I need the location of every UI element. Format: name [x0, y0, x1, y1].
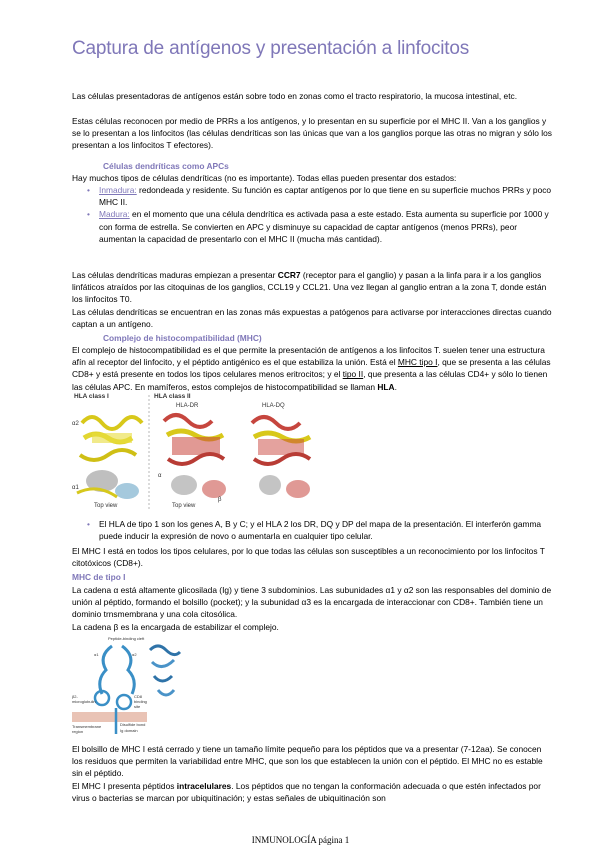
text-run: , que se presenta a las células CD8+ y está presente en todos los tipos celulares menos eritrocitos; y el	[72, 357, 551, 380]
text-bold: CCR7	[277, 270, 301, 280]
mhc-i-schematic	[72, 646, 147, 734]
fig-label-alpha1: α1	[94, 652, 99, 657]
subheading-dendritic-cells: Células dendríticas como APCs	[103, 161, 229, 171]
text-bold: intracelulares	[176, 781, 232, 791]
mhc-i-diagram-figure	[72, 636, 182, 736]
fig-label-alpha: α	[158, 473, 162, 479]
list-item	[72, 184, 552, 208]
hla-structure-figure	[72, 393, 332, 513]
text-underline: tipo II	[342, 369, 364, 380]
list-item-text: redondeada y residente. Su función es captar antígenos por lo que tiene en su superficie muchos PRRs y poco MHC II.	[99, 185, 552, 208]
list-item: • El HLA de tipo 1 son los genes A, B y C; y el HLA 2 los DR, DQ y DP del mapa de la presentación. El interferón gamma puede inducir la expresión de novo o aumentarla en cualquier tipo celular.	[72, 518, 552, 542]
hla-dq-structure	[252, 417, 310, 498]
fig-label-hla-dq: HLA-DQ	[262, 403, 285, 409]
paragraph-mhc-definition	[72, 344, 552, 393]
fig-label-hla-class-ii: HLA class II	[154, 393, 191, 400]
list-item-text: en el momento que una célula dendrítica es activada pasa a este estado. Esta aumenta su superficie por 1000 y con forma de estrella. Se convierten en APC y disminuye su capacidad de captar antígenos (menos PRRs), peor aumentan la capacidad de presentarlo con el MHC II (mucha más cantidad).	[99, 209, 549, 244]
text-bold: HLA	[377, 381, 395, 392]
fig-label-top-view-right: Top view	[172, 503, 196, 509]
list-item	[72, 208, 552, 245]
page-title: Captura de antígenos y presentación a linfocitos	[72, 38, 470, 59]
fig-label-peptide-cleft: Peptide-binding cleft	[108, 636, 145, 641]
fig-label-alpha1: α1	[72, 485, 79, 491]
text-run: .	[394, 381, 397, 392]
fig-label-transmembrane: Transmembrane region	[72, 724, 102, 734]
hla-class-i-structure	[77, 417, 142, 499]
paragraph-prr-recognition: Estas células reconocen por medio de PRRs a los antígenos, y lo presentan en su superficie por el MHC II. Van a los ganglios y se lo presentan a los linfocitos (las células dendríticas son las únicas que van a los ganglios porque las otras no migran y sólo los presentan a los linfocitos T efectores).	[72, 116, 552, 151]
list-item-label: Inmadura:	[99, 185, 137, 195]
fig-label-alpha2: α2	[72, 421, 79, 427]
mhc-i-ribbon	[150, 646, 180, 695]
hla-structure-illustration	[72, 393, 332, 513]
paragraph-alpha-chain: La cadena α está altamente glicosilada (Ig) y tiene 3 subdominios. Las subunidades α1 y α2 son las responsables del dominio de unión al péptido, formando el bolsillo (pocket); y la subunidad α3 es la encargada de interaccionar con CD8+. También tiene un dominio trnsmembrana y una cola citosólica.	[72, 585, 552, 620]
fig-label-beta: β	[218, 497, 222, 503]
paragraph-apc-location: Las células presentadoras de antígenos están sobre todo en zonas como el tracto respiratorio, la mucosa intestinal, etc.	[72, 91, 518, 101]
paragraph-intracellular	[72, 780, 552, 804]
fig-label-hla-class-i: HLA class I	[74, 393, 109, 400]
fig-label-alpha2: α2	[132, 652, 137, 657]
list-hla-genes	[72, 518, 552, 542]
text-underline: MHC tipo I	[397, 357, 438, 368]
fig-label-ig-domain: Ig domain	[120, 728, 138, 733]
mhc-i-diagram-illustration	[72, 636, 182, 736]
fig-label-top-view-left: Top view	[94, 503, 118, 509]
fig-label-disulfide: Disulfide bond	[120, 722, 146, 727]
paragraph-beta-chain: La cadena β es la encargada de estabilizar el complejo.	[72, 622, 279, 632]
paragraph-pocket: El bolsillo de MHC I está cerrado y tiene un tamaño límite pequeño para los péptidos que va a presentar (7-12aa). Se conocen los residuos que permiten la variabilidad entre MHC, que son los que establecen la unión con el péptido. El MHC no es estable sin el péptido.	[72, 744, 543, 779]
text-run: , que presenta a las células CD4+ y sólo lo tienen las células APC. En mamíferos, estos complejos de histocompatibilidad se llaman	[72, 369, 548, 392]
hla-dr-structure	[164, 415, 226, 498]
text-run: . Los péptidos que no tengan la conformación adecuada o que estén infectados por virus o bacterias se marcan por ubiquitinación; y estas señales de ubiquitinación son	[72, 781, 541, 804]
subheading-mhc: Complejo de histocompatibilidad (MHC)	[103, 333, 262, 343]
paragraph-two-states: Hay muchos tipos de células dendríticas (no es importante). Todas ellas pueden presentar dos estados:	[72, 173, 457, 183]
subheading-mhc-type-i: MHC de tipo I	[72, 572, 126, 582]
fig-label-cd8-site: CD8 binding site	[134, 694, 147, 709]
text-run: Las células dendríticas maduras empiezan a presentar	[72, 270, 278, 280]
fig-label-b2m: β2-microglobulin	[72, 694, 96, 704]
paragraph-mhc-i-cells: El MHC I está en todos los tipos celulares, por lo que todas las células son susceptibles a un reconocimiento por los linfocitos T citotóxicos (CD8+).	[72, 546, 545, 569]
list-item-label: Madura:	[99, 209, 130, 220]
paragraph-exposed-zones: Las células dendríticas se encuentran en las zonas más expuestas a patógenos para activarse por interacciones directas cuando captan a un antígeno.	[72, 307, 552, 330]
text-run: El complejo de histocompatibilidad es el que permite la presentación de antígenos a los linfocitos T. suelen tener una estructura afín al receptor del linfocito, y el péptido antigénico es el que estabiliza la unión. Está el	[72, 345, 545, 368]
paragraph-ccr7	[72, 269, 552, 306]
text-run: El MHC I presenta péptidos	[72, 781, 177, 791]
fig-label-hla-dr: HLA-DR	[176, 403, 199, 409]
text-run: (receptor para el ganglio) y pasan a la linfa para ir a los ganglios linfáticos atraídos por las citoquinas de los ganglios, CCL19 y CCL21. Una vez llegan al ganglio entran a la zona T, donde están los linfocitos T0.	[72, 270, 547, 305]
list-dendritic-states	[72, 184, 552, 245]
page-footer: INMUNOLOGÍA página 1	[251, 835, 350, 845]
